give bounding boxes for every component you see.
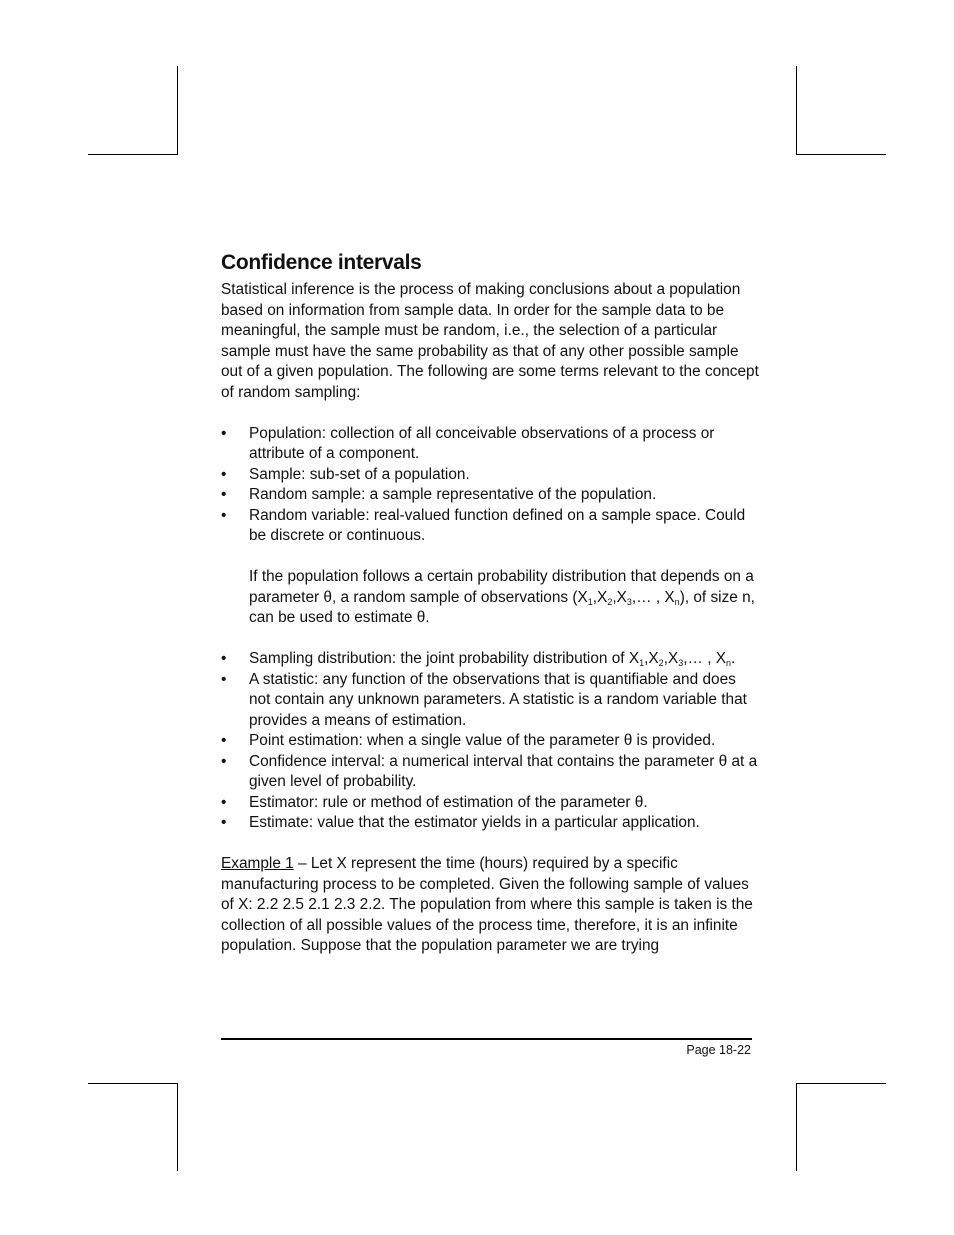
list-item: • Point estimation: when a single value of the parameter θ is provided. xyxy=(221,731,761,752)
list-item-sampling-distribution: • Sampling distribution: the joint probability distribution of $X_1,X_2,X_3,\dots$ , $X_n$. xyxy=(221,649,761,670)
crop-mark-top-right-vertical xyxy=(796,66,797,154)
example-label: Example 1 xyxy=(221,855,294,872)
crop-mark-top-left-horizontal xyxy=(88,154,178,155)
list-item: • Estimate: value that the estimator yields in a particular application. xyxy=(221,813,761,834)
example-paragraph: Example 1 – Let X represent the time (hours) required by a specific manufacturing process to be completed. Given the following sample of values of X: 2.2 2.5 2.1 2.3 2.2. The population from where this sample is taken is the collection of all possible values of the process time, therefore, it is an infinite population. Suppose that the population parameter we are trying xyxy=(221,855,753,954)
list-item: • Confidence interval: a numerical interval that contains the parameter θ at a given level of probability. xyxy=(221,752,761,793)
list-item: • A statistic: any function of the observations that is quantifiable and does not contain any unknown parameters. A statistic is a random variable that provides a means of estimation. xyxy=(221,670,761,732)
crop-mark-bottom-right-horizontal xyxy=(796,1083,886,1084)
section-heading: Confidence intervals xyxy=(221,251,422,274)
list-item: • Estimator: rule or method of estimation of the parameter θ. xyxy=(221,793,761,814)
crop-mark-top-left-vertical xyxy=(177,66,178,154)
terms-list-a xyxy=(221,424,761,547)
crop-mark-bottom-left-vertical xyxy=(177,1083,178,1171)
crop-mark-bottom-right-vertical xyxy=(796,1083,797,1171)
page-content xyxy=(221,248,761,957)
page-number: Page 18-22 xyxy=(686,1043,751,1057)
list-item: • Population: collection of all conceivable observations of a process or attribute of a component. xyxy=(221,424,761,465)
footer-rule xyxy=(221,1038,752,1040)
intro-paragraph: Statistical inference is the process of making conclusions about a population based on information from sample data. In order for the sample data to be meaningful, the sample must be random, i.e., the selection of a particular sample must have the same probability as that of any other possible sample out of a given population. The following are some terms relevant to the concept of random sampling: xyxy=(221,281,759,401)
list-item: • Random sample: a sample representative of the population. xyxy=(221,485,761,506)
population-note: If the population follows a certain probability distribution that depends on a parameter θ, a random sample of observations ($X_1,X_2,X_3,\dots$ , $X_n$), of size n, can be used to estimate θ. xyxy=(249,568,755,626)
list-item: • Sample: sub-set of a population. xyxy=(221,465,761,486)
crop-mark-bottom-left-horizontal xyxy=(88,1083,178,1084)
list-item: • Random variable: real-valued function defined on a sample space. Could be discrete or continuous. xyxy=(221,506,761,547)
crop-mark-top-right-horizontal xyxy=(796,154,886,155)
terms-list-b xyxy=(221,649,761,834)
